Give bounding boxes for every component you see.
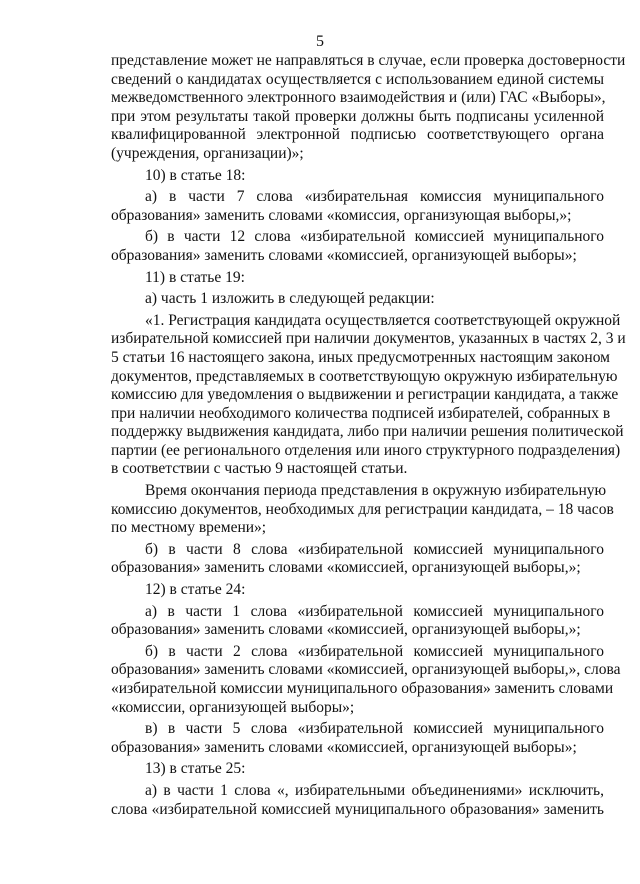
text-line: а) в части 7 слова «избирательная комиссия муниципального [145, 188, 604, 206]
text-line: а) в части 1 слова «, избирательными объединениями» исключить, [145, 781, 604, 799]
text-line: поддержку выдвижения кандидата, либо при наличии решения политической [111, 423, 624, 441]
text-line: документов, представляемых в соответствующую окружную избирательную [111, 367, 618, 385]
text-line: комиссию документов, необходимых для регистрации кандидата, – 18 часов [111, 500, 614, 518]
text-line: квалифицированной электронной подписью соответствующего органа [111, 126, 604, 144]
text-line: 10) в статье 18: [145, 166, 246, 184]
text-line: при наличии необходимого количества подписей избирателей, собранных в [111, 404, 611, 422]
text-line: а) часть 1 изложить в следующей редакции: [145, 290, 435, 308]
text-line: б) в части 12 слова «избирательной комиссией муниципального [145, 228, 604, 246]
text-line: «избирательной комиссии муниципального образования» заменить словами [111, 680, 614, 697]
text-line: представление может не направляться в случае, если проверка достоверности [111, 52, 626, 69]
text-line: а) в части 1 слова «избирательной комиссией муниципального [145, 602, 604, 620]
text-line: избирательной комиссией при наличии документов, указанных в частях 2, 3 и [111, 330, 626, 348]
text-line: 12) в статье 24: [145, 581, 246, 599]
text-line: 11) в статье 19: [145, 268, 245, 286]
text-line: комиссию для уведомления о выдвижении и регистрации кандидата, а также [111, 386, 619, 404]
text-line: слова «избирательной комиссией муниципального образования» заменить [111, 800, 604, 818]
page-number: 5 [316, 33, 324, 50]
text-line: образования» заменить словами «комиссией, организующей выборы,»; [111, 621, 581, 639]
text-line: «комиссии, организующей выборы»; [111, 698, 355, 716]
text-line: Время окончания периода представления в окружную избирательную [145, 482, 607, 500]
document-body [111, 52, 626, 819]
text-line: б) в части 8 слова «избирательной комиссией муниципального [145, 540, 604, 558]
text-line: сведений о кандидатах осуществляется с использованием единой системы [111, 70, 604, 88]
text-line: образования» заменить словами «комиссия, организующая выборы,»; [111, 206, 572, 224]
text-line: б) в части 2 слова «избирательной комиссией муниципального [145, 642, 604, 660]
text-line: образования» заменить словами «комиссией, организующей выборы,»; [111, 559, 581, 577]
text-line: 5 статьи 16 настоящего закона, иных предусмотренных настоящим законом [111, 348, 610, 366]
text-line: 13) в статье 25: [145, 760, 246, 778]
text-line: в соответствии с частью 9 настоящей статьи. [111, 460, 408, 478]
text-line: «1. Регистрация кандидата осуществляется соответствующей окружной [145, 311, 621, 329]
text-line: при этом результаты такой проверки должны быть подписаны усиленной [111, 107, 604, 125]
text-line: (учреждения, организации)»; [111, 144, 304, 162]
text-line: партии (ее регионального отделения или иного структурного подразделения) [111, 441, 621, 459]
text-line: в) в части 5 слова «избирательной комиссией муниципального [145, 720, 604, 738]
text-line: образования» заменить словами «комиссией, организующей выборы»; [111, 246, 577, 264]
text-line: по местному времени»; [111, 519, 267, 537]
text-line: образования» заменить словами «комиссией, организующей выборы»; [111, 738, 577, 756]
text-line: образования» заменить словами «комиссией, организующей выборы,», слова [111, 661, 621, 679]
text-line: межведомственного электронного взаимодействия и (или) ГАС «Выборы», [111, 89, 606, 107]
